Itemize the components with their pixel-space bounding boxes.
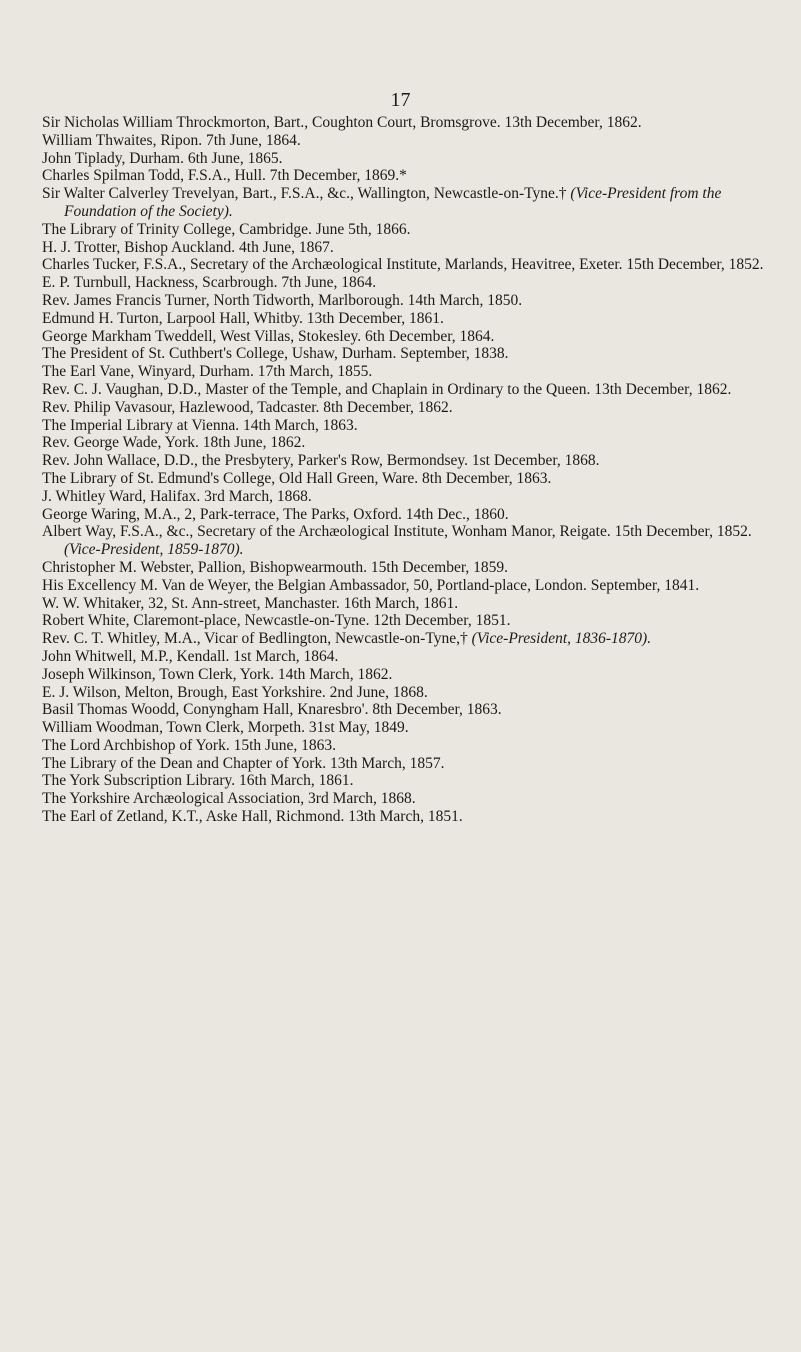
member-entry (42, 790, 772, 808)
entry-text: The Library of Trinity College, Cambridge. June 5th, 1866. (42, 220, 411, 238)
entry-text: The President of St. Cuthbert's College, Ushaw, Durham. September, 1838. (42, 345, 509, 363)
entry-text: E. J. Wilson, Melton, Brough, East Yorkshire. 2nd June, 1868. (42, 683, 428, 701)
entry-text: Rev. John Wallace, D.D., the Presbytery, Parker's Row, Bermondsey. 1st December, 1868. (42, 452, 600, 470)
member-entry (42, 595, 772, 613)
entry-text: Rev. C. T. Whitley, M.A., Vicar of Bedlington, Newcastle-on-Tyne,† (42, 630, 472, 648)
entry-text: Rev. Philip Vavasour, Hazlewood, Tadcaster. 8th December, 1862. (42, 398, 453, 416)
member-entry (42, 274, 772, 292)
member-entry (42, 310, 772, 328)
page-number: 17 (390, 89, 411, 111)
member-entry (42, 150, 772, 168)
member-entry (42, 399, 772, 417)
member-entry (42, 132, 772, 150)
member-entry (42, 701, 772, 719)
entry-text: E. P. Turnbull, Hackness, Scarbrough. 7th June, 1864. (42, 274, 377, 292)
member-entry (42, 808, 772, 826)
entry-text: Sir Walter Calverley Trevelyan, Bart., F.S.A., &c., Wallington, Newcastle-on-Tyne.† (42, 185, 571, 203)
entry-text: The Library of the Dean and Chapter of York. 13th March, 1857. (42, 754, 445, 772)
member-entry (42, 221, 772, 239)
member-entry (42, 292, 772, 310)
member-entry (42, 523, 772, 559)
member-entry (42, 648, 772, 666)
member-entry (42, 559, 772, 577)
member-entry (42, 772, 772, 790)
entry-text: The York Subscription Library. 16th March, 1861. (42, 772, 354, 790)
entry-office-note: (Vice-President, 1859-1870). (64, 541, 244, 559)
member-entry (42, 417, 772, 435)
entry-text: The Earl of Zetland, K.T., Aske Hall, Richmond. 13th March, 1851. (42, 808, 463, 826)
entry-text: Rev. C. J. Vaughan, D.D., Master of the Temple, and Chaplain in Ordinary to the Queen. 13th December, 1862. (42, 380, 732, 398)
entry-text: W. W. Whitaker, 32, St. Ann-street, Manchaster. 16th March, 1861. (42, 594, 459, 612)
entry-text: The Library of St. Edmund's College, Old Hall Green, Ware. 8th December, 1863. (42, 469, 552, 487)
entry-text: The Earl Vane, Winyard, Durham. 17th March, 1855. (42, 363, 373, 381)
entry-text: Rev. George Wade, York. 18th June, 1862. (42, 434, 306, 452)
member-entry (42, 256, 772, 274)
entry-text: William Woodman, Town Clerk, Morpeth. 31st May, 1849. (42, 719, 409, 737)
entry-text: Charles Tucker, F.S.A., Secretary of the Archæological Institute, Marlands, Heavitree, Exeter. 15th December, 1852. (42, 256, 764, 274)
entry-text: The Lord Archbishop of York. 15th June, 1863. (42, 736, 337, 754)
entry-text: John Whitwell, M.P., Kendall. 1st March, 1864. (42, 647, 339, 665)
member-entry (42, 434, 772, 452)
entry-text: Edmund H. Turton, Larpool Hall, Whitby. 13th December, 1861. (42, 309, 444, 327)
member-entry (42, 719, 772, 737)
entry-text: The Yorkshire Archæological Association, 3rd March, 1868. (42, 790, 416, 808)
entry-text: J. Whitley Ward, Halifax. 3rd March, 1868. (42, 487, 312, 505)
entry-text: John Tiplady, Durham. 6th June, 1865. (42, 149, 283, 167)
member-entry (42, 630, 772, 648)
member-entry (42, 167, 772, 185)
entry-text: Joseph Wilkinson, Town Clerk, York. 14th March, 1862. (42, 665, 393, 683)
member-entry (42, 488, 772, 506)
entry-text: The Imperial Library at Vienna. 14th March, 1863. (42, 416, 358, 434)
entry-office-note: (Vice-President from the Foundation of the Society). (64, 185, 722, 220)
member-entry (42, 345, 772, 363)
entry-text: His Excellency M. Van de Weyer, the Belgian Ambassador, 50, Portland-place, London. September, 1841. (42, 576, 700, 594)
member-entry (42, 577, 772, 595)
entry-text: Robert White, Claremont-place, Newcastle-on-Tyne. 12th December, 1851. (42, 612, 511, 630)
member-entry (42, 737, 772, 755)
member-entry (42, 470, 772, 488)
member-entry (42, 363, 772, 381)
entry-text: Christopher M. Webster, Pallion, Bishopwearmouth. 15th December, 1859. (42, 558, 509, 576)
member-entry (42, 452, 772, 470)
member-entry (42, 185, 772, 221)
member-entry (42, 328, 772, 346)
entry-text: Rev. James Francis Turner, North Tidworth, Marlborough. 14th March, 1850. (42, 291, 523, 309)
member-entry (42, 239, 772, 257)
entry-text: George Markham Tweddell, West Villas, Stokesley. 6th December, 1864. (42, 327, 495, 345)
entry-text: Basil Thomas Woodd, Conyngham Hall, Knaresbro'. 8th December, 1863. (42, 701, 502, 719)
member-list (42, 114, 772, 826)
member-entry (42, 666, 772, 684)
member-entry (42, 612, 772, 630)
entry-text: H. J. Trotter, Bishop Auckland. 4th June, 1867. (42, 238, 334, 256)
member-entry (42, 114, 772, 132)
entry-text: Charles Spilman Todd, F.S.A., Hull. 7th December, 1869.* (42, 167, 407, 185)
entry-text: George Waring, M.A., 2, Park-terrace, The Parks, Oxford. 14th Dec., 1860. (42, 505, 509, 523)
entry-text: William Thwaites, Ripon. 7th June, 1864. (42, 131, 301, 149)
member-entry (42, 684, 772, 702)
member-entry (42, 755, 772, 773)
member-entry (42, 381, 772, 399)
entry-text: Albert Way, F.S.A., &c., Secretary of the Archæological Institute, Wonham Manor, Reigate. 15th December, 1852. (42, 523, 752, 541)
entry-office-note: (Vice-President, 1836-1870). (471, 630, 652, 648)
member-entry (42, 506, 772, 524)
entry-text: Sir Nicholas William Throckmorton, Bart., Coughton Court, Bromsgrove. 13th December, 1862. (42, 114, 642, 131)
